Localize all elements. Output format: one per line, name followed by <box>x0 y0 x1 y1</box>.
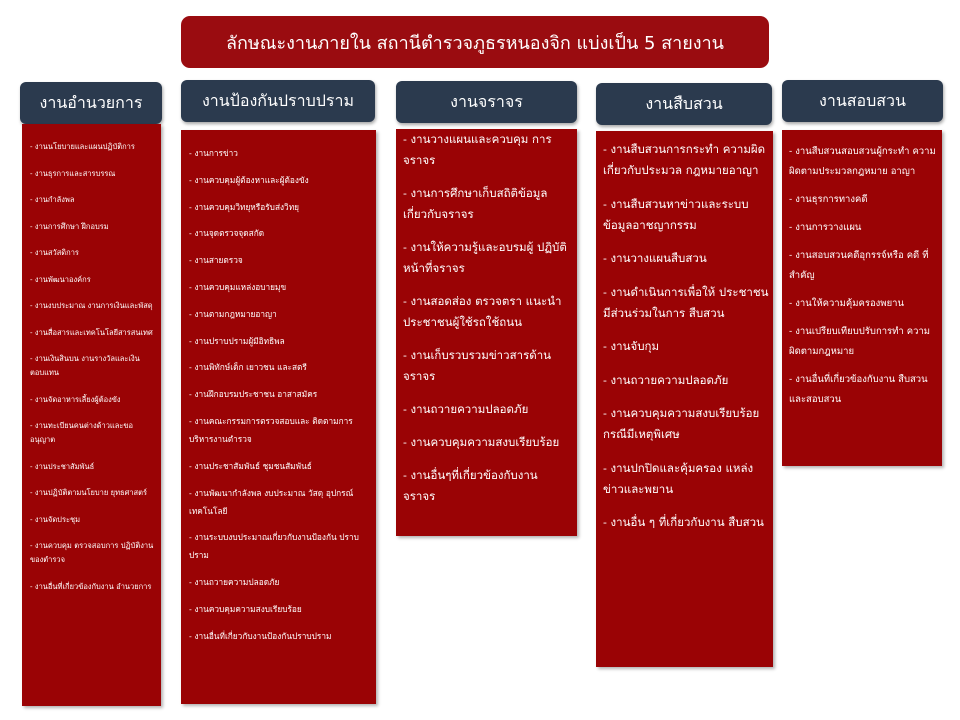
duty-item: - งานงบประมาณ งานการเงินและพัสดุ <box>30 301 153 310</box>
duty-item: - งานธุรการและสารบรรณ <box>30 168 116 178</box>
column-body-prevention <box>181 130 376 704</box>
duty-item: - งานการข่าว <box>189 148 238 158</box>
diagram-title: ลักษณะงานภายใน สถานีตำรวจภูธรหนองจิก แบ่งเป็น 5 สายงาน <box>181 16 769 68</box>
duty-item: - งานสอบสวนคดีอุกรรจ์หรือ คดี ที่สำคัญ <box>789 250 929 281</box>
duty-item: - งานควบคุมแหล่งอบายมุข <box>189 281 287 292</box>
duty-item: - งานควบคุมวิทยุหรือรับส่งวิทยุ <box>189 201 300 212</box>
duty-list <box>30 140 157 594</box>
duty-item: - งานกำลังพล <box>30 195 75 204</box>
duty-item: - งานการวางแผน <box>789 222 862 233</box>
duty-item: - งานประชาสัมพันธ์ <box>30 461 95 471</box>
duty-list <box>189 144 370 645</box>
duty-item: - งานถวายความปลอดภัย <box>189 577 280 588</box>
duty-item: - งานพัฒนากำลังพล งบประมาณ วัสดุ อุปกรณ์ เทคโนโลยี <box>189 487 354 516</box>
duty-item: - งานวางแผนสืบสวน <box>603 251 707 265</box>
column-body-inquiry <box>782 130 942 466</box>
duty-item: - งานถวายความปลอดภัย <box>403 402 529 416</box>
duty-item: - งานประชาสัมพันธ์ ชุมชนสัมพันธ์ <box>189 460 312 471</box>
duty-item: - งานอื่นที่เกี่ยวกับงานป้องกันปราบปราม <box>189 630 332 641</box>
duty-item: - งานสวัสดิการ <box>30 248 79 257</box>
column-body-administration <box>22 124 161 706</box>
duty-item: - งานอื่นที่เกี่ยวข้องกับงาน สืบสวนและสอบสวน <box>789 374 928 405</box>
duty-item: - งานเปรียบเทียบปรับการทำ ความผิดตามกฎหมาย <box>789 326 931 357</box>
duty-item: - งานพิทักษ์เด็ก เยาวชน และสตรี <box>189 362 307 373</box>
duty-item: - งานทะเบียนคนต่างด้าวและขอ อนุญาต <box>30 421 134 444</box>
duty-item: - งานควบคุมผู้ต้องหาและผู้ต้องขัง <box>189 174 309 185</box>
duty-item: - งานสายตรวจ <box>189 255 243 266</box>
duty-item: - งานถวายความปลอดภัย <box>603 372 729 387</box>
duty-item: - งานควบคุมความสงบเรียบร้อย กรณีมีเหตุพิเศษ <box>603 406 760 441</box>
column-header-traffic: งานจราจร <box>396 81 577 123</box>
column-header-investigation: งานสืบสวน <box>596 83 772 125</box>
duty-item: - งานควบคุม ตรวจสอบการ ปฏิบัติงานของตำรวจ <box>30 541 154 564</box>
duty-list <box>603 139 769 533</box>
column-body-traffic <box>396 129 577 536</box>
duty-item: - งานควบคุมความสงบเรียบร้อย <box>189 603 302 614</box>
column-header-inquiry: งานสอบสวน <box>782 80 943 122</box>
duty-item: - งานจัดอาหารเลี้ยงผู้ต้องขัง <box>30 394 121 404</box>
duty-item: - งานการศึกษาเก็บสถิติข้อมูล เกี่ยวกับจราจร <box>403 186 548 221</box>
duty-item: - งานให้ความรู้และอบรมผู้ ปฏิบัติหน้าที่จราจร <box>403 240 567 275</box>
duty-item: - งานจับกุม <box>603 339 660 353</box>
duty-item: - งานเก็บรวบรวมข่าวสารด้าน จราจร <box>403 348 552 383</box>
duty-item: - งานธุรการทางคดี <box>789 194 868 205</box>
column-header-prevention: งานป้องกันปราบปราม <box>181 80 375 122</box>
duty-item: - งานจุดตรวจจุดสกัด <box>189 228 265 239</box>
duty-item: - งานสืบสวนหาข่าวและระบบ ข้อมูลอาชญากรรม <box>603 196 749 232</box>
duty-list <box>789 142 938 410</box>
duty-item: - งานดำเนินการเพื่อให้ ประชาชนมีส่วนร่วมในการ สืบสวน <box>603 284 769 320</box>
duty-item: - งานปราบปรามผู้มีอิทธิพล <box>189 335 285 346</box>
column-body-investigation <box>596 131 773 667</box>
duty-item: - งานสื่อสารและเทคโนโลยีสารสนเทศ <box>30 327 153 337</box>
duty-item: - งานปกปิดและคุ้มครอง แหล่งข่าวและพยาน <box>603 460 754 496</box>
duty-item: - งานสืบสวนสอบสวนผู้กระทำ ความผิดตามประมวลกฎหมาย อาญา <box>789 146 936 177</box>
duty-item: - งานวางแผนและควบคุม การจราจร <box>403 132 552 167</box>
duty-list <box>403 129 573 507</box>
duty-item: - งานสืบสวนการกระทำ ความผิดเกี่ยวกับประมวล กฎหมายอาญา <box>603 142 766 177</box>
duty-item: - งานคณะกรรมการตรวจสอบและ ติดตามการบริหารงานตำรวจ <box>189 415 353 444</box>
duty-item: - งานอื่น ๆ ที่เกี่ยวกับงาน สืบสวน <box>603 515 764 529</box>
duty-item: - งานอื่นที่เกี่ยวข้องกับงาน อำนวยการ <box>30 581 152 591</box>
duty-item: - งานควบคุมความสงบเรียบร้อย <box>403 435 560 449</box>
duty-item: - งานระบบงบประมาณเกี่ยวกับงานป้องกัน ปราบปราม <box>189 532 359 561</box>
column-header-administration: งานอำนวยการ <box>20 82 162 124</box>
duty-item: - งานอื่นๆที่เกี่ยวข้องกับงาน จราจร <box>403 468 538 503</box>
duty-item: - งานจัดประชุม <box>30 514 81 524</box>
duty-item: - งานพัฒนาองค์กร <box>30 274 91 284</box>
duty-item: - งานปฏิบัติตามนโยบาย ยุทธศาสตร์ <box>30 488 148 497</box>
duty-item: - งานนโยบายและแผนปฏิบัติการ <box>30 142 135 151</box>
duty-item: - งานสอดส่อง ตรวจตรา แนะนำ ประชาชนผู้ใช้รถใช้ถนน <box>403 294 562 329</box>
duty-item: - งานเงินสินบน งานรางวัลและเงินตอบแทน <box>30 354 140 377</box>
duty-item: - งานตามกฎหมายอาญา <box>189 308 277 319</box>
duty-item: - งานให้ความคุ้มครองพยาน <box>789 298 904 309</box>
duty-item: - งานฝึกอบรมประชาชน อาสาสมัคร <box>189 389 318 400</box>
duty-item: - งานการศึกษา ฝึกอบรม <box>30 221 109 231</box>
